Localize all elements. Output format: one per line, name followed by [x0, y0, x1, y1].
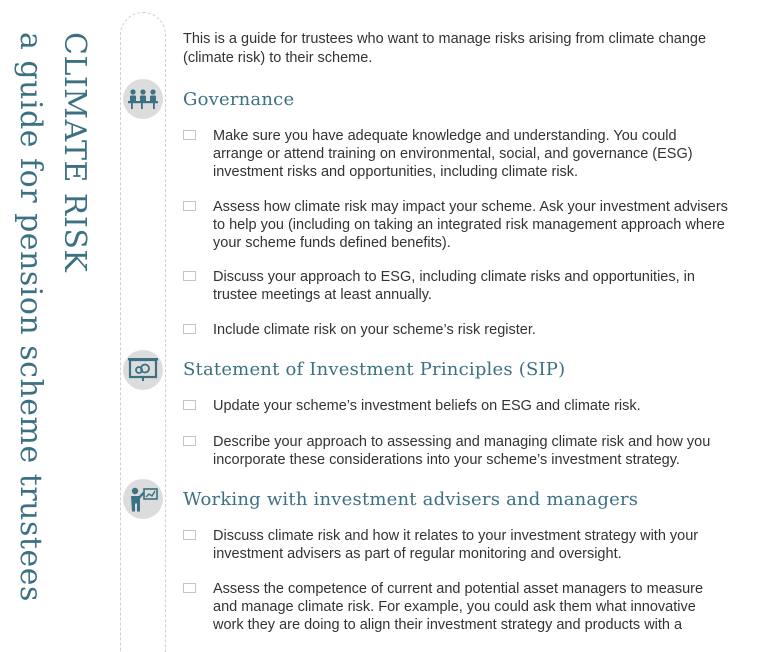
side-title-main: CLIMATE RISK	[57, 32, 92, 273]
checklist-item	[183, 268, 728, 304]
checkbox[interactable]	[183, 436, 196, 446]
checklist-item-text: Describe your approach to assessing and managing climate risk and how you incorporate these considerations into your scheme’s investment strategy.	[213, 434, 711, 468]
checklist-item-text: Discuss your approach to ESG, including climate risks and opportunities, in trustee meetings at least annually.	[213, 269, 695, 303]
checklist-item-text: Make sure you have adequate knowledge and understanding. You could arrange or attend training on environmental, social, and governance (ESG) investment risks and opportunities, including climate risk.	[213, 128, 693, 180]
checklist-item	[183, 527, 728, 563]
checkbox[interactable]	[183, 271, 196, 281]
presentation-board-icon	[123, 350, 163, 390]
checkbox[interactable]	[183, 130, 196, 140]
adviser-presenting-icon	[123, 479, 163, 519]
checklist-item	[183, 580, 728, 634]
checklist-item-text: Discuss climate risk and how it relates to your investment strategy with your investment advisers as part of regular monitoring and oversight.	[213, 528, 699, 562]
checklist-item-text: Assess the competence of current and potential asset managers to measure and manage climate risk. For example, you could ask them what innovative work they are doing to align their investment strategy and products with a	[213, 581, 704, 633]
checklist-item	[183, 198, 728, 252]
side-title	[8, 32, 96, 602]
section-heading-advisers: Working with investment advisers and managers	[183, 489, 639, 510]
checklist-item	[183, 321, 728, 339]
checklist-item	[183, 397, 728, 415]
checkbox[interactable]	[183, 400, 196, 410]
checklist-item	[183, 127, 728, 181]
side-title-sub: a guide for pension scheme trustees	[13, 32, 48, 602]
checkbox[interactable]	[183, 201, 196, 211]
checklist-item-text: Include climate risk on your scheme’s risk register.	[213, 322, 536, 338]
section-heading-sip: Statement of Investment Principles (SIP)	[183, 359, 566, 380]
section-heading-governance: Governance	[183, 89, 295, 110]
checklist-item-text: Assess how climate risk may impact your scheme. Ask your investment advisers to help you (including on taking an integrated risk management approach where your scheme funds defined benefits).	[213, 199, 728, 251]
checkbox[interactable]	[183, 324, 196, 334]
checkbox[interactable]	[183, 583, 196, 593]
checklist-item-text: Update your scheme’s investment beliefs on ESG and climate risk.	[213, 398, 641, 414]
checkbox[interactable]	[183, 530, 196, 540]
intro-text: This is a guide for trustees who want to manage risks arising from climate change (climate risk) to their scheme.	[183, 31, 707, 66]
meeting-people-icon	[123, 79, 163, 119]
checklist-item	[183, 433, 728, 469]
